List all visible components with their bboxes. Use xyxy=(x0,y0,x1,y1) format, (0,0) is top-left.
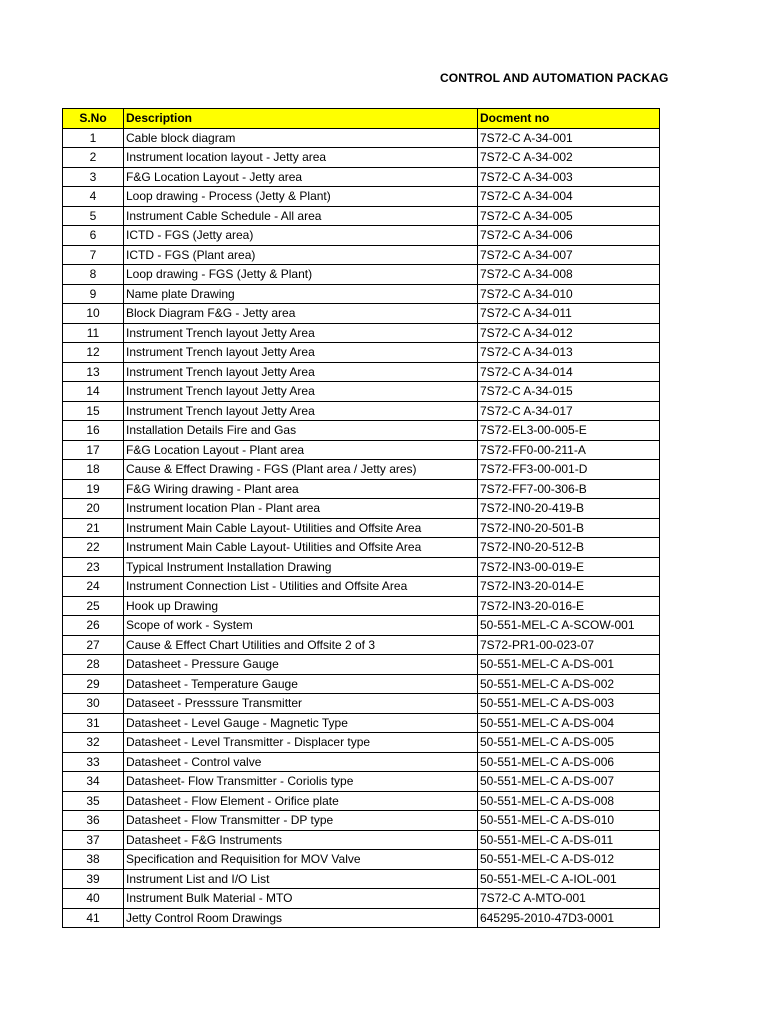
cell-serial-number: 10 xyxy=(63,304,124,324)
cell-document-number: 7S72-IN0-20-419-B xyxy=(478,499,660,519)
cell-serial-number: 31 xyxy=(63,713,124,733)
cell-description: Instrument List and I/O List xyxy=(124,869,478,889)
cell-serial-number: 18 xyxy=(63,460,124,480)
cell-serial-number: 20 xyxy=(63,499,124,519)
cell-document-number: 50-551-MEL-C A-DS-002 xyxy=(478,674,660,694)
cell-serial-number: 35 xyxy=(63,791,124,811)
cell-serial-number: 39 xyxy=(63,869,124,889)
cell-description: Jetty Control Room Drawings xyxy=(124,908,478,928)
cell-description: ICTD - FGS (Plant area) xyxy=(124,245,478,265)
table-row xyxy=(63,382,660,402)
cell-document-number: 50-551-MEL-C A-IOL-001 xyxy=(478,869,660,889)
table-row xyxy=(63,752,660,772)
cell-document-number: 7S72-C A-34-014 xyxy=(478,362,660,382)
table-row xyxy=(63,323,660,343)
table-row xyxy=(63,791,660,811)
cell-document-number: 7S72-C A-34-001 xyxy=(478,128,660,148)
cell-description: Installation Details Fire and Gas xyxy=(124,421,478,441)
cell-document-number: 50-551-MEL-C A-DS-004 xyxy=(478,713,660,733)
cell-document-number: 7S72-C A-34-011 xyxy=(478,304,660,324)
cell-document-number: 7S72-PR1-00-023-07 xyxy=(478,635,660,655)
cell-serial-number: 25 xyxy=(63,596,124,616)
cell-document-number: 7S72-C A-34-013 xyxy=(478,343,660,363)
table-row xyxy=(63,245,660,265)
cell-serial-number: 36 xyxy=(63,811,124,831)
cell-serial-number: 28 xyxy=(63,655,124,675)
cell-document-number: 7S72-C A-34-007 xyxy=(478,245,660,265)
cell-serial-number: 32 xyxy=(63,733,124,753)
header-description: Description xyxy=(124,109,478,129)
cell-description: Datasheet - Flow Transmitter - DP type xyxy=(124,811,478,831)
cell-serial-number: 33 xyxy=(63,752,124,772)
cell-description: Instrument Bulk Material - MTO xyxy=(124,889,478,909)
table-row xyxy=(63,908,660,928)
cell-serial-number: 27 xyxy=(63,635,124,655)
cell-document-number: 7S72-FF0-00-211-A xyxy=(478,440,660,460)
cell-serial-number: 26 xyxy=(63,616,124,636)
cell-document-number: 50-551-MEL-C A-DS-008 xyxy=(478,791,660,811)
cell-document-number: 50-551-MEL-C A-DS-005 xyxy=(478,733,660,753)
cell-document-number: 7S72-IN3-00-019-E xyxy=(478,557,660,577)
table-row xyxy=(63,479,660,499)
cell-description: Datasheet- Flow Transmitter - Coriolis type xyxy=(124,772,478,792)
table-body xyxy=(63,128,660,928)
table-row xyxy=(63,733,660,753)
cell-serial-number: 4 xyxy=(63,187,124,207)
table-row xyxy=(63,284,660,304)
table-row xyxy=(63,616,660,636)
cell-document-number: 50-551-MEL-C A-DS-007 xyxy=(478,772,660,792)
cell-serial-number: 30 xyxy=(63,694,124,714)
cell-description: Datasheet - Level Gauge - Magnetic Type xyxy=(124,713,478,733)
cell-description: Dataseet - Presssure Transmitter xyxy=(124,694,478,714)
cell-description: Hook up Drawing xyxy=(124,596,478,616)
cell-description: Cause & Effect Chart Utilities and Offsite 2 of 3 xyxy=(124,635,478,655)
table-row xyxy=(63,187,660,207)
cell-description: Datasheet - Pressure Gauge xyxy=(124,655,478,675)
cell-serial-number: 12 xyxy=(63,343,124,363)
table-row xyxy=(63,518,660,538)
cell-document-number: 7S72-C A-34-008 xyxy=(478,265,660,285)
cell-document-number: 7S72-C A-34-017 xyxy=(478,401,660,421)
table-row xyxy=(63,499,660,519)
cell-description: Instrument Cable Schedule - All area xyxy=(124,206,478,226)
cell-description: Instrument Connection List - Utilities and Offsite Area xyxy=(124,577,478,597)
cell-serial-number: 37 xyxy=(63,830,124,850)
table-row xyxy=(63,869,660,889)
cell-serial-number: 8 xyxy=(63,265,124,285)
table-row xyxy=(63,655,660,675)
table-row xyxy=(63,167,660,187)
header-document-number: Docment no xyxy=(478,109,660,129)
cell-document-number: 50-551-MEL-C A-DS-010 xyxy=(478,811,660,831)
cell-description: Name plate Drawing xyxy=(124,284,478,304)
cell-document-number: 7S72-IN0-20-512-B xyxy=(478,538,660,558)
cell-serial-number: 40 xyxy=(63,889,124,909)
cell-description: Cable block diagram xyxy=(124,128,478,148)
table-row xyxy=(63,206,660,226)
cell-description: Loop drawing - FGS (Jetty & Plant) xyxy=(124,265,478,285)
table-row xyxy=(63,577,660,597)
cell-document-number: 7S72-C A-34-010 xyxy=(478,284,660,304)
cell-description: Specification and Requisition for MOV Valve xyxy=(124,850,478,870)
table-row xyxy=(63,421,660,441)
cell-document-number: 7S72-C A-34-005 xyxy=(478,206,660,226)
table-row xyxy=(63,830,660,850)
table-row xyxy=(63,674,660,694)
cell-description: Instrument Trench layout Jetty Area xyxy=(124,382,478,402)
cell-serial-number: 17 xyxy=(63,440,124,460)
table-row xyxy=(63,889,660,909)
cell-description: Typical Instrument Installation Drawing xyxy=(124,557,478,577)
table-row xyxy=(63,635,660,655)
table-row xyxy=(63,538,660,558)
cell-document-number: 7S72-IN3-20-016-E xyxy=(478,596,660,616)
cell-description: Instrument Trench layout Jetty Area xyxy=(124,362,478,382)
cell-description: Instrument Trench layout Jetty Area xyxy=(124,401,478,421)
cell-serial-number: 38 xyxy=(63,850,124,870)
header-serial-number: S.No xyxy=(63,109,124,129)
cell-serial-number: 2 xyxy=(63,148,124,168)
table-header-row xyxy=(63,109,660,129)
cell-description: Datasheet - F&G Instruments xyxy=(124,830,478,850)
cell-serial-number: 15 xyxy=(63,401,124,421)
cell-description: Instrument Main Cable Layout- Utilities and Offsite Area xyxy=(124,518,478,538)
table-row xyxy=(63,362,660,382)
cell-document-number: 7S72-EL3-00-005-E xyxy=(478,421,660,441)
cell-document-number: 7S72-C A-34-003 xyxy=(478,167,660,187)
cell-document-number: 7S72-IN0-20-501-B xyxy=(478,518,660,538)
cell-description: Instrument Trench layout Jetty Area xyxy=(124,323,478,343)
cell-serial-number: 21 xyxy=(63,518,124,538)
table-row xyxy=(63,460,660,480)
cell-serial-number: 24 xyxy=(63,577,124,597)
table-row xyxy=(63,343,660,363)
table-row xyxy=(63,265,660,285)
cell-serial-number: 16 xyxy=(63,421,124,441)
cell-description: F&G Wiring drawing - Plant area xyxy=(124,479,478,499)
cell-document-number: 7S72-C A-34-012 xyxy=(478,323,660,343)
document-register-table xyxy=(62,108,660,928)
cell-document-number: 50-551-MEL-C A-DS-003 xyxy=(478,694,660,714)
table-row xyxy=(63,596,660,616)
cell-description: Cause & Effect Drawing - FGS (Plant area / Jetty ares) xyxy=(124,460,478,480)
cell-document-number: 7S72-C A-MTO-001 xyxy=(478,889,660,909)
table-row xyxy=(63,226,660,246)
cell-document-number: 7S72-FF3-00-001-D xyxy=(478,460,660,480)
cell-description: Block Diagram F&G - Jetty area xyxy=(124,304,478,324)
cell-description: F&G Location Layout - Jetty area xyxy=(124,167,478,187)
cell-description: Loop drawing - Process (Jetty & Plant) xyxy=(124,187,478,207)
cell-document-number: 50-551-MEL-C A-DS-006 xyxy=(478,752,660,772)
cell-serial-number: 19 xyxy=(63,479,124,499)
cell-serial-number: 13 xyxy=(63,362,124,382)
cell-description: Instrument Trench layout Jetty Area xyxy=(124,343,478,363)
cell-serial-number: 29 xyxy=(63,674,124,694)
cell-description: Instrument location layout - Jetty area xyxy=(124,148,478,168)
cell-description: Datasheet - Temperature Gauge xyxy=(124,674,478,694)
cell-serial-number: 6 xyxy=(63,226,124,246)
cell-document-number: 50-551-MEL-C A-DS-001 xyxy=(478,655,660,675)
cell-document-number: 7S72-C A-34-006 xyxy=(478,226,660,246)
cell-description: ICTD - FGS (Jetty area) xyxy=(124,226,478,246)
table-row xyxy=(63,772,660,792)
cell-description: F&G Location Layout - Plant area xyxy=(124,440,478,460)
cell-description: Scope of work - System xyxy=(124,616,478,636)
cell-description: Datasheet - Level Transmitter - Displacer type xyxy=(124,733,478,753)
cell-serial-number: 34 xyxy=(63,772,124,792)
page-title: CONTROL AND AUTOMATION PACKAG xyxy=(440,71,669,85)
table-row xyxy=(63,128,660,148)
cell-document-number: 7S72-C A-34-002 xyxy=(478,148,660,168)
cell-document-number: 50-551-MEL-C A-SCOW-001 xyxy=(478,616,660,636)
table-row xyxy=(63,440,660,460)
cell-serial-number: 23 xyxy=(63,557,124,577)
table-row xyxy=(63,850,660,870)
cell-document-number: 7S72-IN3-20-014-E xyxy=(478,577,660,597)
cell-serial-number: 7 xyxy=(63,245,124,265)
cell-serial-number: 9 xyxy=(63,284,124,304)
cell-document-number: 7S72-C A-34-015 xyxy=(478,382,660,402)
cell-document-number: 7S72-C A-34-004 xyxy=(478,187,660,207)
cell-document-number: 50-551-MEL-C A-DS-011 xyxy=(478,830,660,850)
cell-description: Datasheet - Flow Element - Orifice plate xyxy=(124,791,478,811)
cell-serial-number: 3 xyxy=(63,167,124,187)
cell-description: Instrument Main Cable Layout- Utilities and Offsite Area xyxy=(124,538,478,558)
cell-serial-number: 5 xyxy=(63,206,124,226)
cell-serial-number: 41 xyxy=(63,908,124,928)
table-row xyxy=(63,401,660,421)
table-row xyxy=(63,694,660,714)
cell-document-number: 50-551-MEL-C A-DS-012 xyxy=(478,850,660,870)
cell-serial-number: 11 xyxy=(63,323,124,343)
cell-document-number: 645295-2010-47D3-0001 xyxy=(478,908,660,928)
cell-document-number: 7S72-FF7-00-306-B xyxy=(478,479,660,499)
table-row xyxy=(63,304,660,324)
cell-serial-number: 14 xyxy=(63,382,124,402)
table-row xyxy=(63,557,660,577)
table-row xyxy=(63,148,660,168)
cell-description: Datasheet - Control valve xyxy=(124,752,478,772)
table-row xyxy=(63,811,660,831)
cell-description: Instrument location Plan - Plant area xyxy=(124,499,478,519)
cell-serial-number: 22 xyxy=(63,538,124,558)
table-row xyxy=(63,713,660,733)
cell-serial-number: 1 xyxy=(63,128,124,148)
